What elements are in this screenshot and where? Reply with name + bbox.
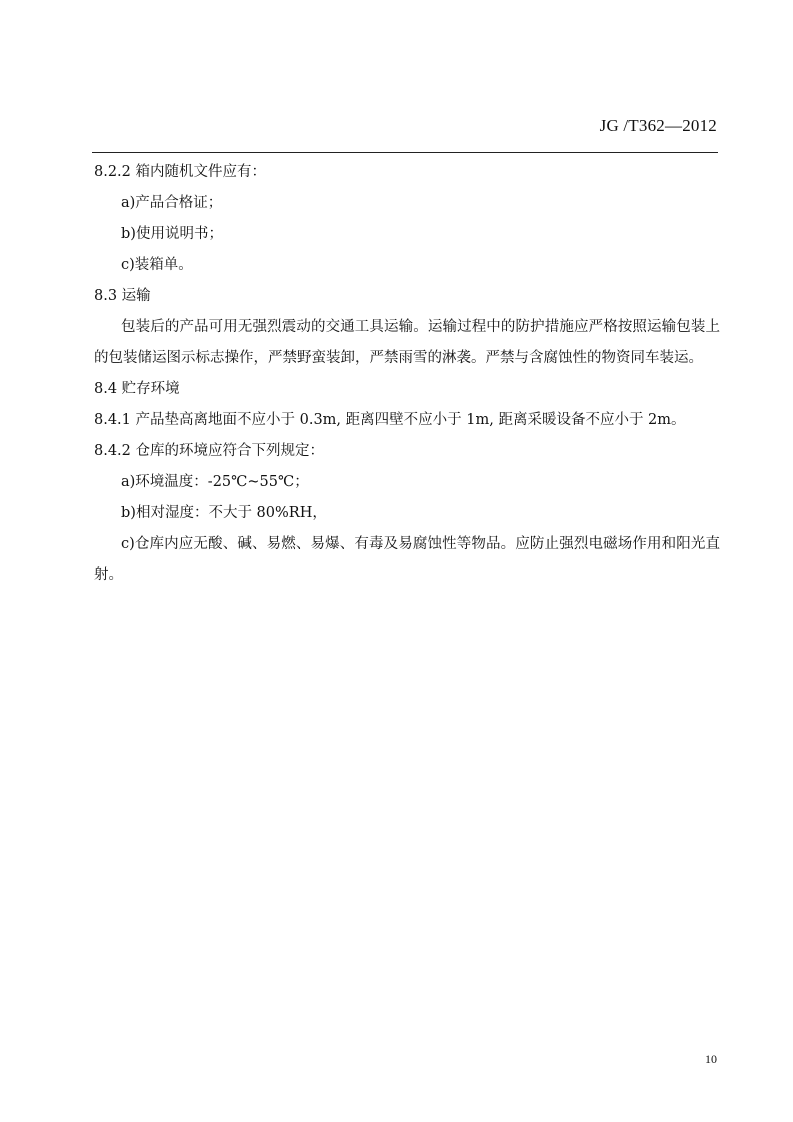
section-8-3-heading: 8.3 运输: [94, 288, 151, 304]
standard-code: JG /T362—2012: [599, 116, 717, 135]
document-body: [94, 157, 720, 591]
section-8-4-1-text: 8.4.1 产品垫高离地面不应小于 0.3m, 距离四壁不应小于 1m, 距离采暖设备不应小于 2m。: [94, 412, 686, 428]
list-item: a)产品合格证；: [121, 195, 223, 211]
list-item: a)环境温度：-25℃~55℃；: [121, 474, 309, 490]
section-8-3-paragraph: 包装后的产品可用无强烈震动的交通工具运输。运输过程中的防护措施应严格按照运输包装上的包装储运图示标志操作，严禁野蛮装卸，严禁雨雪的淋袭。严禁与含腐蚀性的物资同车装运。: [94, 319, 720, 366]
list-item: b)使用说明书；: [121, 226, 223, 242]
list-item-paragraph: c)仓库内应无酸、碱、易燃、易爆、有毒及易腐蚀性等物品。应防止强烈电磁场作用和阳光直射。: [94, 536, 720, 583]
section-8-4-heading: 8.4 贮存环境: [94, 381, 180, 397]
section-8-2-2-heading: 8.2.2 箱内随机文件应有：: [94, 164, 267, 180]
page-number: 10: [705, 1052, 717, 1066]
header-divider: [92, 152, 718, 153]
list-item: b)相对湿度：不大于 80%RH，: [121, 505, 327, 521]
section-8-4-2-heading: 8.4.2 仓库的环境应符合下列规定：: [94, 443, 325, 459]
list-item: c)装箱单。: [121, 257, 193, 273]
